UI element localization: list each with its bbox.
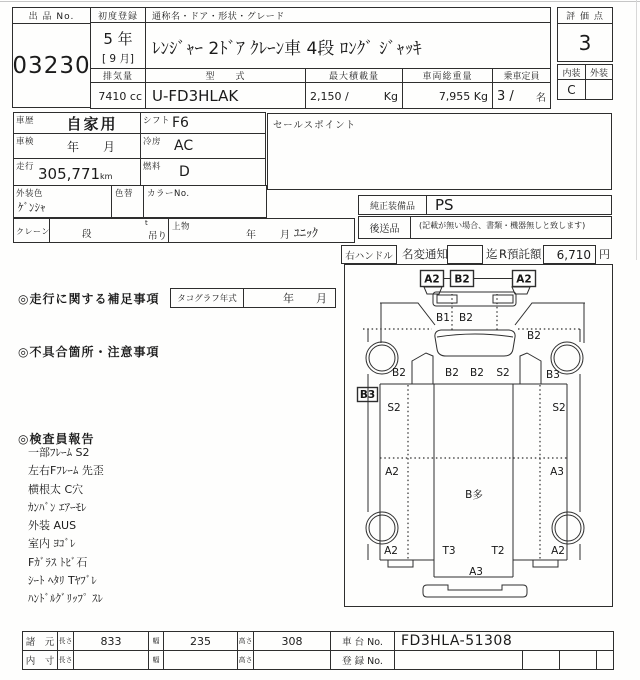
tachograph-value: 年 月 bbox=[283, 292, 327, 305]
damage-code-front-right: A2 bbox=[516, 273, 532, 286]
crane-row bbox=[13, 218, 355, 243]
damage-code-cab-right: B2 bbox=[527, 330, 541, 342]
recycle-amount: 6,710 bbox=[556, 247, 591, 262]
inspector-item: ｼｰﾄ ﾍﾀﾘ Tﾔﾌﾞﾚ bbox=[28, 574, 97, 588]
history-row bbox=[13, 112, 266, 134]
damage-code-right-fender: B3 bbox=[546, 369, 560, 381]
inspector-item: 外装 AUS bbox=[28, 519, 77, 533]
oem-equipment-box bbox=[358, 195, 612, 215]
inner-height-value bbox=[254, 651, 331, 669]
crane-t-label: t bbox=[145, 219, 148, 227]
inspector-item: ﾊﾝﾄﾞﾙｸﾞﾘｯﾌﾟ ｽﾚ bbox=[28, 592, 103, 606]
color-label: 外装色 bbox=[16, 189, 44, 199]
damage-code-side-box: B3 bbox=[359, 389, 376, 401]
damage-code-rear-left: A2 bbox=[384, 545, 398, 557]
inner-label: 内 寸 bbox=[23, 651, 58, 669]
shift-value: F6 bbox=[172, 115, 189, 131]
damage-code-cab-b1: B1 bbox=[436, 312, 450, 324]
inspector-item: Fｶﾞﾗｽ ﾄﾋﾞ石 bbox=[28, 555, 88, 569]
kosohin-label: 後送品 bbox=[359, 217, 411, 238]
ac-label: 冷房 bbox=[143, 137, 162, 147]
oem-value: PS bbox=[435, 196, 454, 214]
height-label: 高さ bbox=[238, 632, 254, 650]
damage-code-front-left: A2 bbox=[424, 273, 440, 286]
uwamono-value: ﾕﾆｯｸ bbox=[294, 226, 319, 240]
recycle-label: R預託額 bbox=[499, 247, 542, 261]
registration-cell-2 bbox=[523, 651, 560, 669]
displacement-value: 7410 cc bbox=[98, 89, 142, 103]
first-registration-box bbox=[90, 7, 146, 69]
auction-no-label: 出 品 No. bbox=[13, 8, 90, 24]
registration-value bbox=[395, 651, 523, 669]
payload-value: 2,150 / bbox=[310, 89, 349, 103]
spec-row bbox=[22, 631, 614, 651]
gvw-value: 7,955 Kg bbox=[438, 89, 488, 103]
chassis-number: FD3HLA-51308 bbox=[401, 633, 513, 649]
uwamono-label: 上物 bbox=[172, 222, 191, 232]
capacity-box bbox=[492, 68, 551, 109]
registration-cell-4 bbox=[597, 651, 613, 669]
model-code: U-FD3HLAK bbox=[152, 87, 239, 105]
length-value: 833 bbox=[74, 632, 149, 650]
vehicle-name-label: 通称名・ドア・形状・グレード bbox=[146, 8, 550, 23]
registration-cell-3 bbox=[560, 651, 597, 669]
kosohin-box bbox=[358, 216, 612, 239]
scan-edge-top bbox=[0, 1, 640, 2]
damage-code-rear-gate: A3 bbox=[469, 566, 483, 578]
model-label: 型 式 bbox=[146, 69, 305, 83]
displacement-label: 排気量 bbox=[91, 69, 145, 83]
color-row bbox=[13, 185, 267, 218]
payload-box bbox=[305, 68, 403, 109]
score-value: 3 bbox=[578, 31, 592, 55]
sales-point-box bbox=[267, 113, 612, 190]
history-value: 自家用 bbox=[66, 114, 118, 133]
mileage-value: 305,771 bbox=[38, 165, 101, 183]
damage-code-bed-mid-left: A2 bbox=[385, 466, 399, 478]
oem-label: 純正装備品 bbox=[359, 196, 427, 214]
vehicle-name: ﾚﾝｼﾞｬｰ 2ﾄﾞｱ ｸﾚｰﾝ車 4段 ﾛﾝｸﾞ ｼﾞｬｯｷ bbox=[152, 38, 422, 59]
inner-width-label: 幅 bbox=[149, 651, 164, 669]
fuel-label: 燃料 bbox=[143, 162, 162, 172]
interior-label: 内装 bbox=[558, 65, 586, 79]
defect-title: ◎不具合箇所・注意事項 bbox=[18, 345, 160, 359]
damage-code-tire-t3: T3 bbox=[442, 545, 456, 557]
first-registration-year: 5 年 bbox=[103, 30, 133, 48]
recycle-amount-box bbox=[543, 245, 596, 264]
inspector-item: 一部ﾌﾚｰﾑ S2 bbox=[28, 446, 90, 459]
vehicle-name-box bbox=[145, 7, 551, 69]
score-box bbox=[557, 7, 613, 62]
registration-label: 登 録 No. bbox=[331, 651, 395, 669]
inspection-value: 年 月 bbox=[66, 139, 121, 154]
damage-code-rear-right: A2 bbox=[551, 545, 565, 557]
made-label: 迄 bbox=[486, 247, 498, 261]
displacement-box bbox=[90, 68, 146, 109]
damage-code-cab-b2: B2 bbox=[459, 312, 473, 324]
damage-code-bed-mid-right: A3 bbox=[550, 466, 564, 478]
width-value: 235 bbox=[164, 632, 238, 650]
mileage-row bbox=[13, 158, 266, 186]
inspector-report-list bbox=[28, 444, 104, 609]
spec-label: 諸 元 bbox=[23, 632, 58, 650]
inner-width-value bbox=[164, 651, 238, 669]
damage-code-tire-t2: T2 bbox=[491, 545, 505, 557]
first-registration-month: [ 9 月] bbox=[101, 53, 135, 65]
color-value: ｹﾞﾝｼｬ bbox=[18, 201, 46, 214]
score-label: 評 価 点 bbox=[558, 8, 612, 24]
width-label: 幅 bbox=[149, 632, 164, 650]
damage-code-cab-bottom-3: S2 bbox=[496, 367, 510, 379]
inspector-item: 横根太 C穴 bbox=[28, 482, 84, 496]
inner-height-label: 高さ bbox=[238, 651, 254, 669]
vehicle-damage-diagram bbox=[344, 264, 613, 607]
inspector-item: 左右Fﾌﾚｰﾑ 先歪 bbox=[28, 464, 104, 478]
inspector-item: ｶﾝﾊﾞﾝ ｴｱｰﾓﾚ bbox=[28, 500, 87, 514]
shift-label: シフト bbox=[143, 116, 171, 126]
damage-code-left-fender: B2 bbox=[392, 367, 406, 379]
mileage-label: 走行 bbox=[16, 162, 35, 172]
exterior-label: 外装 bbox=[589, 68, 608, 79]
yen-label: 円 bbox=[599, 248, 610, 261]
gvw-box bbox=[402, 68, 493, 109]
sales-point-label: セールスポイント bbox=[273, 120, 357, 131]
inspector-title: ◎検査員報告 bbox=[18, 432, 95, 446]
repaint-label: 色替 bbox=[115, 189, 134, 199]
crane-label: クレーン bbox=[16, 227, 50, 236]
kosohin-note: (記載が無い場合、書類・機器無しと致します) bbox=[419, 221, 586, 230]
dimensions-table bbox=[22, 631, 614, 670]
inspection-row bbox=[13, 133, 266, 159]
uwamono-month: 月 bbox=[280, 230, 290, 241]
inner-length-label: 長さ bbox=[58, 651, 74, 669]
tachograph-box bbox=[170, 288, 336, 308]
color-no-label: カラーNo. bbox=[147, 189, 190, 199]
handle-box bbox=[341, 245, 397, 264]
history-label: 車歴 bbox=[16, 116, 35, 126]
crane-tsuri-label: 吊り bbox=[148, 231, 168, 242]
fuel-value: D bbox=[179, 164, 190, 180]
mileage-unit: km bbox=[100, 172, 113, 181]
length-label: 長さ bbox=[58, 632, 74, 650]
damage-code-cab-bottom-1: B2 bbox=[445, 367, 459, 379]
payload-label: 最大積載量 bbox=[306, 69, 402, 83]
auction-number: 03230 bbox=[12, 53, 91, 79]
scan-edge-right bbox=[636, 0, 637, 260]
capacity-value: 3 / bbox=[497, 88, 514, 104]
chassis-label: 車 台 No. bbox=[331, 632, 395, 650]
payload-unit: Kg bbox=[383, 89, 398, 103]
exterior-grade bbox=[586, 80, 612, 100]
damage-code-bed-center: B多 bbox=[465, 489, 483, 501]
height-value: 308 bbox=[254, 632, 331, 650]
damage-code-bed-right: S2 bbox=[552, 402, 566, 414]
uwamono-year: 年 bbox=[246, 230, 256, 241]
handle-value: 右ハンドル bbox=[345, 250, 393, 262]
tachograph-label: タコグラフ年式 bbox=[171, 289, 244, 307]
grade-box bbox=[557, 64, 613, 100]
mileage-note-title: ◎走行に関する補足事項 bbox=[18, 292, 160, 306]
inspector-item: 室内 ﾖｺﾞﾚ bbox=[28, 537, 76, 551]
first-registration-label: 初度登録 bbox=[91, 8, 145, 23]
model-box bbox=[145, 68, 306, 109]
capacity-label: 乗車定員 bbox=[493, 69, 550, 83]
inner-row bbox=[22, 650, 614, 670]
auction-no-box bbox=[12, 7, 91, 108]
interior-grade: C bbox=[558, 80, 586, 100]
damage-code-bed-left: S2 bbox=[387, 402, 401, 414]
ac-value: AC bbox=[174, 138, 194, 154]
damage-code-cab-bottom-2: B2 bbox=[470, 367, 484, 379]
capacity-unit: 名 bbox=[536, 92, 546, 104]
gvw-label: 車両総重量 bbox=[403, 69, 492, 83]
damage-code-front-center: B2 bbox=[454, 273, 470, 286]
meihen-input-box bbox=[447, 245, 483, 264]
meihen-label: 名変通知 bbox=[402, 247, 448, 261]
crane-dan-label: 段 bbox=[82, 229, 92, 240]
inner-length-value bbox=[74, 651, 149, 669]
inspection-label: 車検 bbox=[16, 137, 35, 147]
